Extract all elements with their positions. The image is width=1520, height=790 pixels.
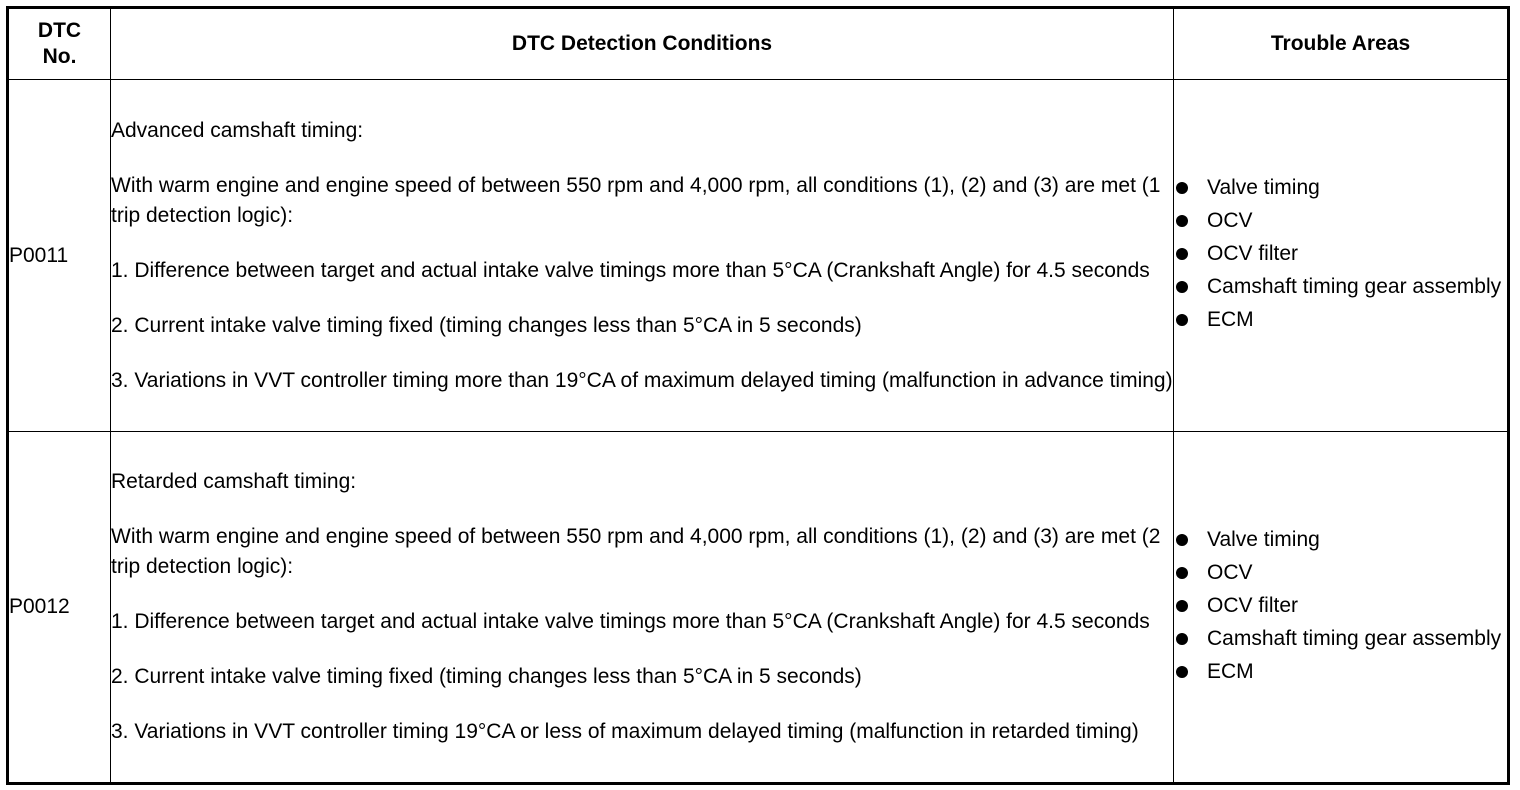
trouble-areas: [1174, 80, 1509, 432]
list-item: OCV: [1174, 558, 1507, 588]
list-item: ECM: [1174, 657, 1507, 687]
bullet-icon: [1176, 534, 1188, 546]
list-item: Camshaft timing gear assembly: [1174, 624, 1507, 654]
dtc-table: [6, 6, 1510, 785]
header-trouble-areas: Trouble Areas: [1174, 8, 1509, 80]
header-row: [8, 8, 1509, 80]
table-row: [8, 432, 1509, 784]
list-item: OCV filter: [1174, 239, 1507, 269]
list-item: Valve timing: [1174, 525, 1507, 555]
detection-conditions: [111, 80, 1174, 432]
trouble-areas-list: [1174, 525, 1507, 687]
list-item: OCV filter: [1174, 591, 1507, 621]
bullet-icon: [1176, 281, 1188, 293]
list-item: OCV: [1174, 206, 1507, 236]
condition-3: 3. Variations in VVT controller timing 19°CA or less of maximum delayed timing (malfunction in retarded timing): [111, 720, 1139, 743]
bullet-icon: [1176, 633, 1188, 645]
dtc-code: P0011: [8, 80, 111, 432]
condition-2: 2. Current intake valve timing fixed (timing changes less than 5°CA in 5 seconds): [111, 313, 862, 337]
condition-2: 2. Current intake valve timing fixed (timing changes less than 5°CA in 5 seconds): [111, 665, 862, 688]
trouble-areas-list: [1174, 173, 1507, 335]
header-detection-conditions: DTC Detection Conditions: [111, 8, 1174, 80]
dtc-code: P0012: [8, 432, 111, 784]
bullet-icon: [1176, 215, 1188, 227]
detection-conditions: [111, 432, 1174, 784]
trouble-areas: [1174, 432, 1509, 784]
list-item: ECM: [1174, 305, 1507, 335]
bullet-icon: [1176, 600, 1188, 612]
header-dtc-no: DTC No.: [8, 8, 111, 80]
list-item: Valve timing: [1174, 173, 1507, 203]
condition-1: 1. Difference between target and actual intake valve timings more than 5°CA (Crankshaft Angle) for 4.5 seconds: [111, 258, 1150, 282]
bullet-icon: [1176, 248, 1188, 260]
bullet-icon: [1176, 182, 1188, 194]
list-item: Camshaft timing gear assembly: [1174, 272, 1507, 302]
condition-summary: With warm engine and engine speed of between 550 rpm and 4,000 rpm, all conditions (1), (2) and (3) are met (1 trip detection logic):: [111, 173, 1161, 227]
bullet-icon: [1176, 666, 1188, 678]
condition-heading: Retarded camshaft timing:: [111, 470, 357, 493]
condition-3: 3. Variations in VVT controller timing more than 19°CA of maximum delayed timing (malfunction in advance timing): [111, 368, 1173, 392]
bullet-icon: [1176, 314, 1188, 326]
condition-1: 1. Difference between target and actual intake valve timings more than 5°CA (Crankshaft Angle) for 4.5 seconds: [111, 610, 1150, 633]
bullet-icon: [1176, 567, 1188, 579]
table-row: [8, 80, 1509, 432]
condition-summary: With warm engine and engine speed of between 550 rpm and 4,000 rpm, all conditions (1), (2) and (3) are met (2 trip detection logic):: [111, 525, 1161, 578]
condition-heading: Advanced camshaft timing:: [111, 118, 364, 142]
